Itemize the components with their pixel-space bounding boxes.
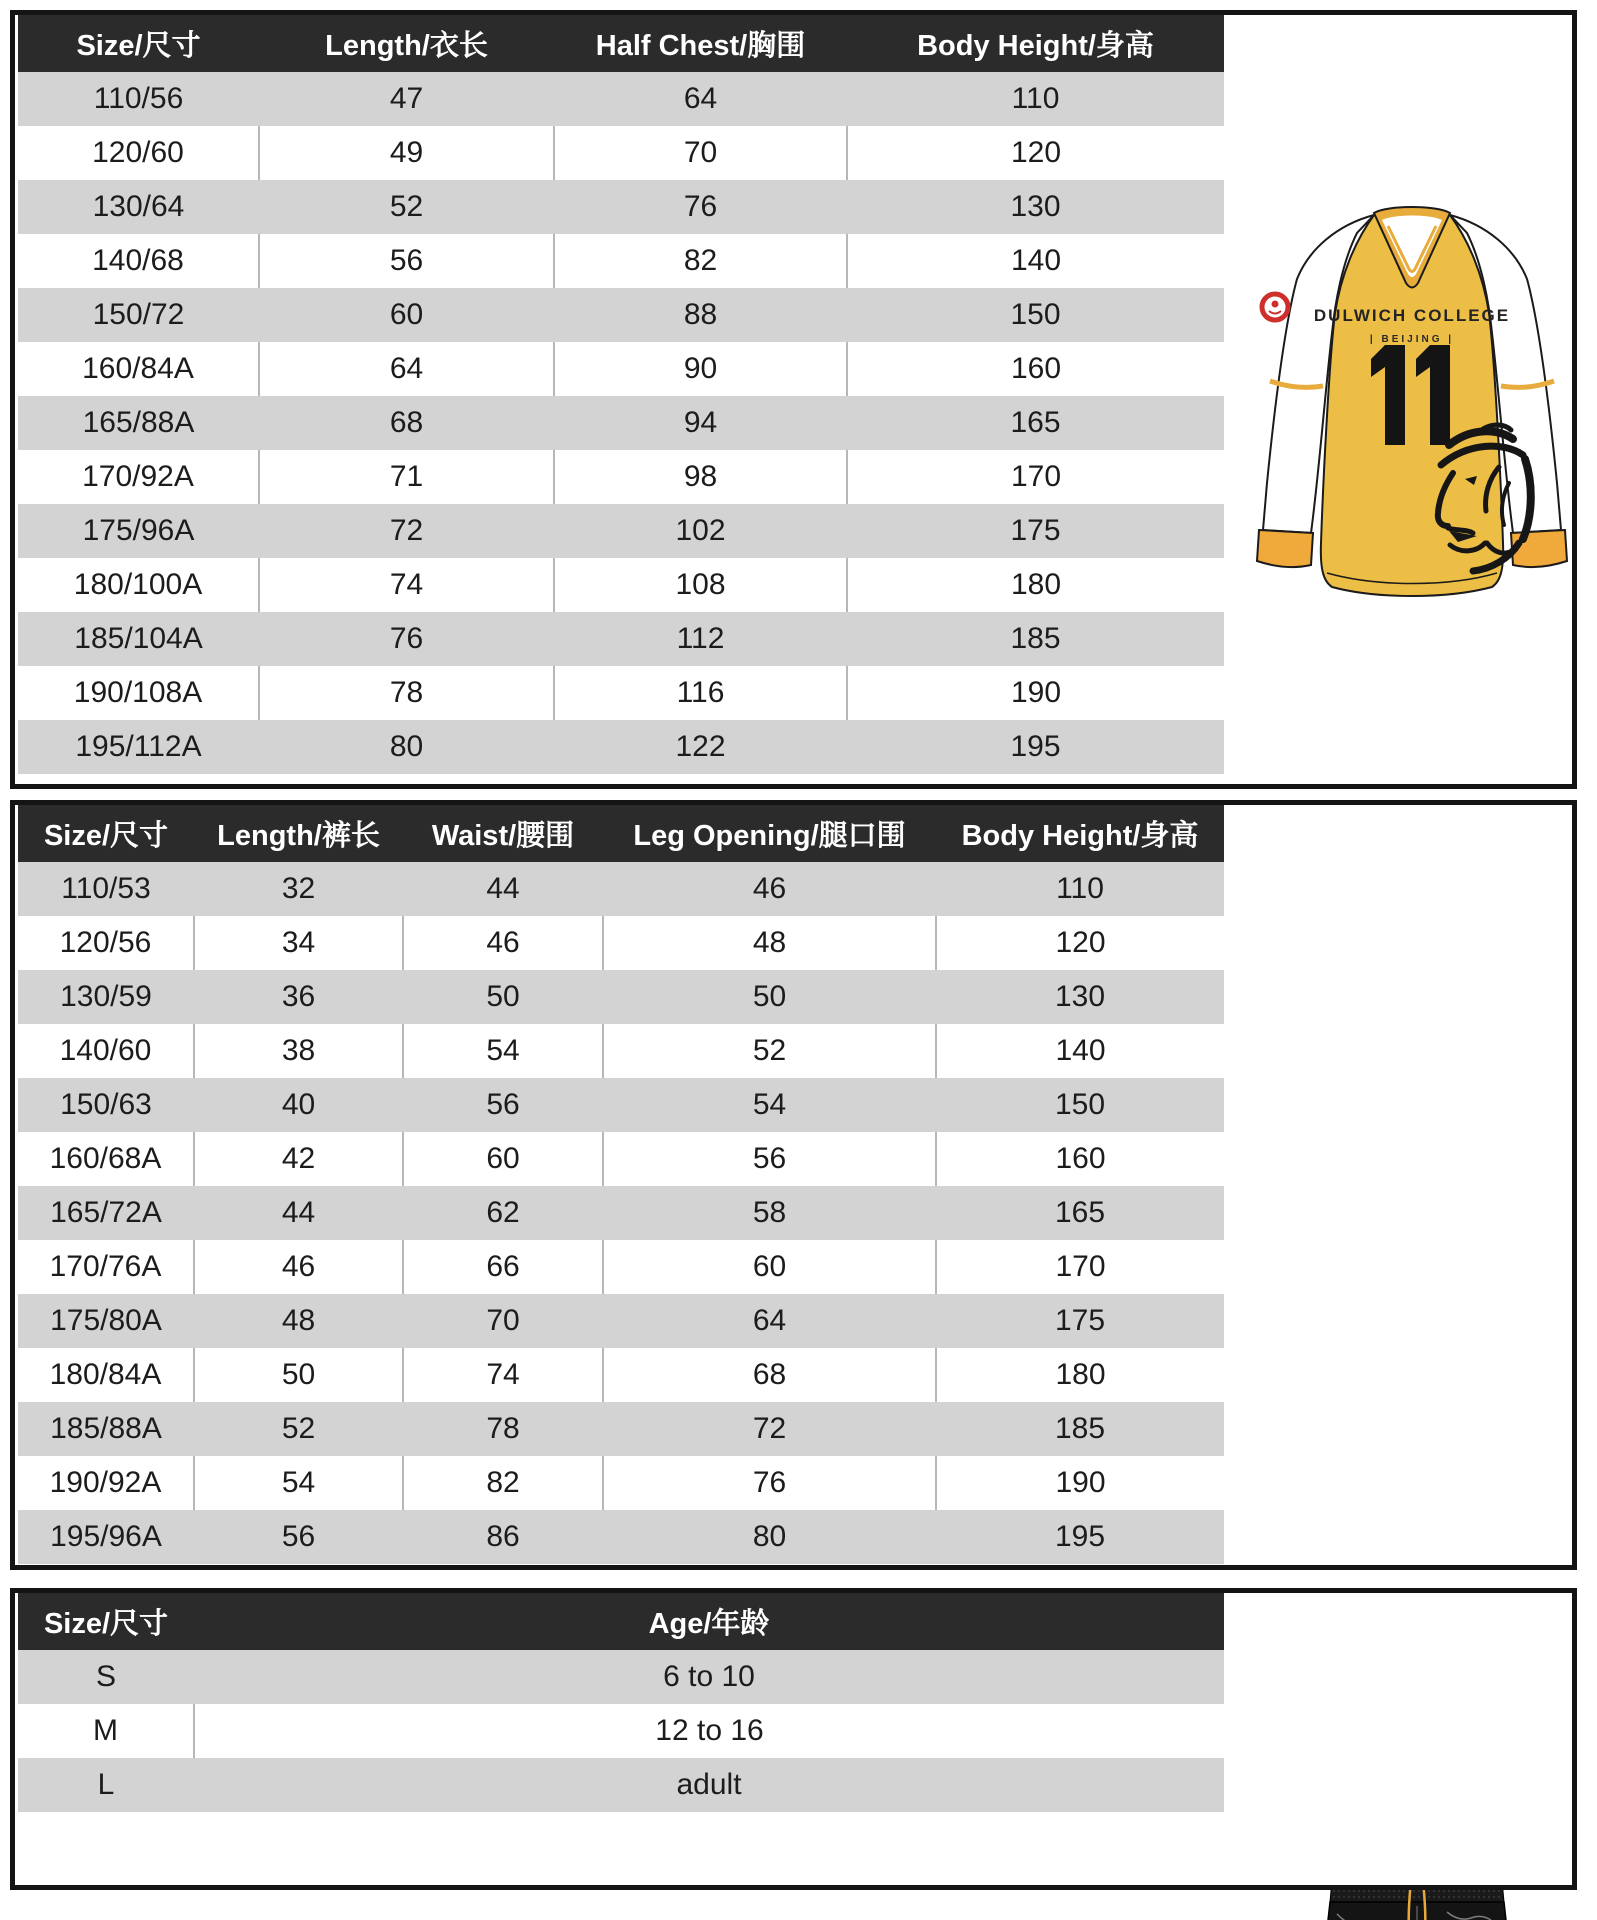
table-cell: 34 xyxy=(194,916,403,970)
table-cell: 86 xyxy=(403,1510,603,1564)
jersey-illustration xyxy=(1237,183,1587,608)
column-header-0: Size/尺寸 xyxy=(18,805,194,862)
socks-size-section xyxy=(10,1588,1577,1890)
table-cell: 112 xyxy=(554,612,847,666)
table-cell: 48 xyxy=(603,916,936,970)
table-cell: 108 xyxy=(554,558,847,612)
table-row xyxy=(18,1294,1224,1348)
table-cell: 130/64 xyxy=(18,180,259,234)
table-cell: 80 xyxy=(603,1510,936,1564)
table-row xyxy=(18,504,1224,558)
table-cell: 38 xyxy=(194,1024,403,1078)
table-cell: 40 xyxy=(194,1078,403,1132)
team-city-text: | BEIJING | xyxy=(1369,334,1455,345)
table-cell: 88 xyxy=(554,288,847,342)
table-cell: 140 xyxy=(847,234,1224,288)
table-cell: 44 xyxy=(403,862,603,916)
table-row xyxy=(18,1186,1224,1240)
table-cell: M xyxy=(18,1704,194,1758)
table-cell: 165 xyxy=(847,396,1224,450)
table-row xyxy=(18,916,1224,970)
table-cell: 122 xyxy=(554,720,847,774)
table-row xyxy=(18,342,1224,396)
table-cell: 190/92A xyxy=(18,1456,194,1510)
table-cell: 74 xyxy=(259,558,554,612)
table-cell: 170 xyxy=(847,450,1224,504)
table-cell: 36 xyxy=(194,970,403,1024)
table-cell: 54 xyxy=(194,1456,403,1510)
table-cell: 130 xyxy=(847,180,1224,234)
table-cell: 78 xyxy=(403,1402,603,1456)
table-row xyxy=(18,1758,1224,1812)
table-cell: 50 xyxy=(603,970,936,1024)
table-cell: 78 xyxy=(259,666,554,720)
table-cell: 110 xyxy=(936,862,1224,916)
table-cell: 175/80A xyxy=(18,1294,194,1348)
header-row xyxy=(18,1593,1224,1650)
table-row xyxy=(18,720,1224,774)
table-cell: 190/108A xyxy=(18,666,259,720)
table-cell: 130 xyxy=(936,970,1224,1024)
table-cell: 66 xyxy=(403,1240,603,1294)
table-cell: 120/60 xyxy=(18,126,259,180)
table-cell: 180/84A xyxy=(18,1348,194,1402)
table-cell: 185 xyxy=(847,612,1224,666)
header-row xyxy=(18,805,1224,862)
table-row xyxy=(18,1132,1224,1186)
table-cell: 80 xyxy=(259,720,554,774)
table-cell: 165/88A xyxy=(18,396,259,450)
table-row xyxy=(18,1402,1224,1456)
shirt-size-section xyxy=(10,10,1577,789)
table-cell: 72 xyxy=(603,1402,936,1456)
column-header-0: Size/尺寸 xyxy=(18,15,259,72)
table-cell: 56 xyxy=(603,1132,936,1186)
table-cell: 76 xyxy=(603,1456,936,1510)
table-cell: 150 xyxy=(936,1078,1224,1132)
table-cell: 71 xyxy=(259,450,554,504)
column-header-1: Age/年龄 xyxy=(194,1593,1224,1650)
table-cell: 190 xyxy=(847,666,1224,720)
table-cell: 180/100A xyxy=(18,558,259,612)
table-cell: 72 xyxy=(259,504,554,558)
table-cell: 50 xyxy=(403,970,603,1024)
table-cell: 140 xyxy=(936,1024,1224,1078)
table-row xyxy=(18,1704,1224,1758)
table-cell: 160 xyxy=(847,342,1224,396)
table-cell: 12 to 16 xyxy=(194,1704,1224,1758)
table-cell: 180 xyxy=(847,558,1224,612)
table-cell: 68 xyxy=(603,1348,936,1402)
table-cell: 180 xyxy=(936,1348,1224,1402)
table-row xyxy=(18,288,1224,342)
table-cell: 185/104A xyxy=(18,612,259,666)
table-cell: 90 xyxy=(554,342,847,396)
column-header-2: Waist/腰围 xyxy=(403,805,603,862)
table-row xyxy=(18,558,1224,612)
table-cell: 62 xyxy=(403,1186,603,1240)
table-cell: 130/59 xyxy=(18,970,194,1024)
table-cell: 60 xyxy=(403,1132,603,1186)
socks-size-table xyxy=(18,1593,1224,1812)
table-cell: 116 xyxy=(554,666,847,720)
table-cell: 102 xyxy=(554,504,847,558)
team-name-text: DULWICH COLLEGE xyxy=(1313,306,1511,325)
table-cell: 46 xyxy=(194,1240,403,1294)
table-cell: 76 xyxy=(259,612,554,666)
table-cell: 150/72 xyxy=(18,288,259,342)
table-cell: 98 xyxy=(554,450,847,504)
table-cell: 64 xyxy=(259,342,554,396)
table-cell: 170 xyxy=(936,1240,1224,1294)
table-cell: 47 xyxy=(259,72,554,126)
table-row xyxy=(18,1456,1224,1510)
table-cell: 74 xyxy=(403,1348,603,1402)
table-row xyxy=(18,396,1224,450)
table-cell: 120 xyxy=(847,126,1224,180)
table-cell: 110/56 xyxy=(18,72,259,126)
column-header-2: Half Chest/胸围 xyxy=(554,15,847,72)
table-cell: 52 xyxy=(194,1402,403,1456)
shorts-size-section xyxy=(10,800,1577,1570)
column-header-3: Body Height/身高 xyxy=(847,15,1224,72)
table-cell: L xyxy=(18,1758,194,1812)
table-cell: 185/88A xyxy=(18,1402,194,1456)
table-cell: 52 xyxy=(603,1024,936,1078)
column-header-3: Leg Opening/腿口围 xyxy=(603,805,936,862)
table-row xyxy=(18,1078,1224,1132)
table-row xyxy=(18,1650,1224,1704)
table-cell: 195/112A xyxy=(18,720,259,774)
table-cell: 195/96A xyxy=(18,1510,194,1564)
table-cell: 56 xyxy=(259,234,554,288)
table-row xyxy=(18,1510,1224,1564)
table-cell: 70 xyxy=(554,126,847,180)
table-cell: 49 xyxy=(259,126,554,180)
table-row xyxy=(18,180,1224,234)
table-row xyxy=(18,1348,1224,1402)
shirt-size-table xyxy=(18,15,1224,774)
table-cell: 190 xyxy=(936,1456,1224,1510)
table-cell: 120/56 xyxy=(18,916,194,970)
sleeve-badge-icon xyxy=(1262,294,1288,320)
table-cell: 58 xyxy=(603,1186,936,1240)
table-row xyxy=(18,862,1224,916)
table-cell: 56 xyxy=(194,1510,403,1564)
table-row xyxy=(18,1240,1224,1294)
table-row xyxy=(18,970,1224,1024)
table-cell: 195 xyxy=(936,1510,1224,1564)
table-cell: adult xyxy=(194,1758,1224,1812)
table-cell: 60 xyxy=(259,288,554,342)
table-cell: 56 xyxy=(403,1078,603,1132)
table-cell: 48 xyxy=(194,1294,403,1348)
table-cell: 6 to 10 xyxy=(194,1650,1224,1704)
table-cell: 52 xyxy=(259,180,554,234)
table-cell: 165 xyxy=(936,1186,1224,1240)
table-row xyxy=(18,666,1224,720)
table-cell: 140/60 xyxy=(18,1024,194,1078)
table-row xyxy=(18,234,1224,288)
table-cell: 42 xyxy=(194,1132,403,1186)
table-cell: 94 xyxy=(554,396,847,450)
table-cell: 165/72A xyxy=(18,1186,194,1240)
table-cell: 54 xyxy=(603,1078,936,1132)
table-cell: 76 xyxy=(554,180,847,234)
table-cell: 60 xyxy=(603,1240,936,1294)
table-cell: 175 xyxy=(936,1294,1224,1348)
table-cell: 50 xyxy=(194,1348,403,1402)
table-cell: 70 xyxy=(403,1294,603,1348)
table-row xyxy=(18,612,1224,666)
table-cell: 160/68A xyxy=(18,1132,194,1186)
table-row xyxy=(18,1024,1224,1078)
table-cell: 82 xyxy=(554,234,847,288)
table-row xyxy=(18,126,1224,180)
table-cell: 160/84A xyxy=(18,342,259,396)
table-cell: 140/68 xyxy=(18,234,259,288)
table-cell: 175/96A xyxy=(18,504,259,558)
table-row xyxy=(18,450,1224,504)
table-cell: 64 xyxy=(603,1294,936,1348)
column-header-1: Length/裤长 xyxy=(194,805,403,862)
table-row xyxy=(18,72,1224,126)
table-cell: 110 xyxy=(847,72,1224,126)
table-cell: 44 xyxy=(194,1186,403,1240)
table-cell: 68 xyxy=(259,396,554,450)
column-header-0: Size/尺寸 xyxy=(18,1593,194,1650)
table-cell: 120 xyxy=(936,916,1224,970)
table-cell: 46 xyxy=(403,916,603,970)
table-cell: 54 xyxy=(403,1024,603,1078)
table-cell: 64 xyxy=(554,72,847,126)
shorts-size-table xyxy=(18,805,1224,1564)
table-cell: 185 xyxy=(936,1402,1224,1456)
table-cell: 160 xyxy=(936,1132,1224,1186)
table-cell: S xyxy=(18,1650,194,1704)
table-cell: 170/92A xyxy=(18,450,259,504)
table-cell: 82 xyxy=(403,1456,603,1510)
table-cell: 150/63 xyxy=(18,1078,194,1132)
table-cell: 170/76A xyxy=(18,1240,194,1294)
column-header-1: Length/衣长 xyxy=(259,15,554,72)
column-header-4: Body Height/身高 xyxy=(936,805,1224,862)
table-cell: 175 xyxy=(847,504,1224,558)
table-cell: 46 xyxy=(603,862,936,916)
table-cell: 150 xyxy=(847,288,1224,342)
table-cell: 32 xyxy=(194,862,403,916)
jersey-left-cuff xyxy=(1257,530,1313,567)
table-cell: 195 xyxy=(847,720,1224,774)
header-row xyxy=(18,15,1224,72)
table-cell: 110/53 xyxy=(18,862,194,916)
